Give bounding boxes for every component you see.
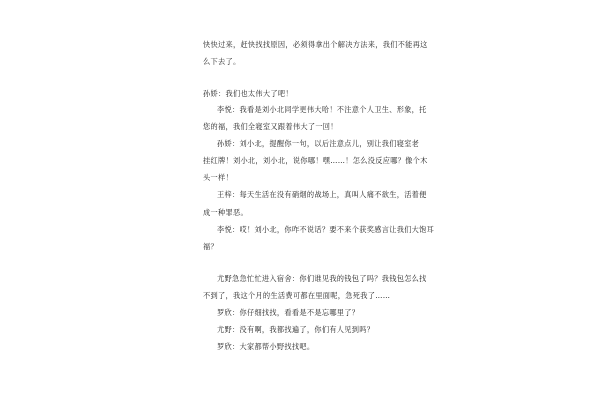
text-line: 头一样！ [203,173,233,182]
text-line: 福？ [203,242,218,251]
text-line: 您的福，我们全寝室又跟着伟大了一回！ [203,122,338,131]
dialogue-line: 李悦：哎！刘小北，你咋不说话？要不来个获奖感言让我们大饱耳 [217,225,435,234]
dialogue-line: 尤野急急忙忙进入宿舍：你们谁见我的钱包了吗？我钱包怎么找 [217,274,427,283]
dialogue-line: 孙娇：刘小北，提醒你一句，以后注意点儿，别让我们寝室老 [217,139,420,148]
text-line: 快快过来，赶快找找原因，必须得拿出个解决方法来，我们不能再这 [203,40,428,49]
text-line: 不到了，我这个月的生活费可都在里面呢，急死我了…… [203,291,391,300]
text-line: 么下去了。 [203,57,241,66]
dialogue-line: 王梓：每天生活在没有硝烟的战场上，真叫人痛不欲生，活着便 [217,190,427,199]
dialogue-line: 李悦：我看是刘小北同学更伟大哈！不注意个人卫生、形象，托 [217,105,427,114]
dialogue-line: 罗欣：你仔细找找，看看是不是忘哪里了？ [217,308,360,317]
text-line: 挂红牌！刘小北，刘小北，说你哪！嘿……！怎么没反应哪？像个木 [203,156,428,165]
dialogue-line: 罗欣：大家都帮小野找找吧。 [217,342,315,351]
dialogue-line: 尤野：没有啊，我都找遍了，你们有人见到吗？ [217,325,375,334]
text-line: 成一种罪恶。 [203,208,248,217]
dialogue-line: 孙娇：我们也太伟大了吧！ [203,89,293,98]
